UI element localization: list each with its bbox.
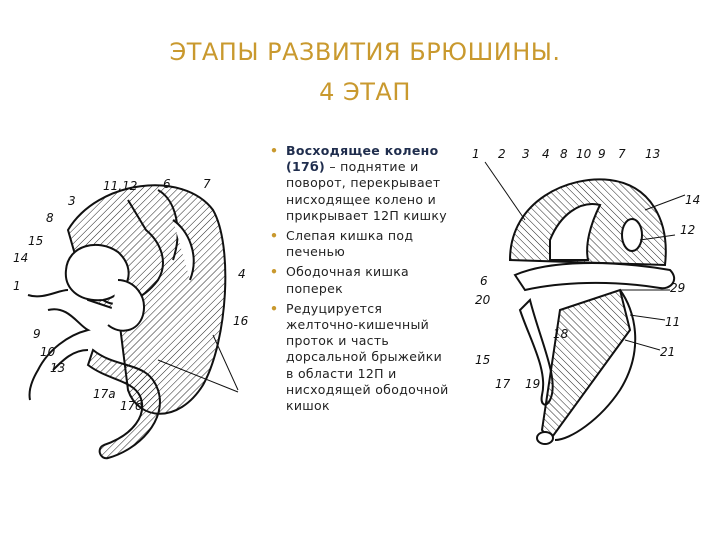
right-label: 13 xyxy=(645,147,661,161)
right-label: 21 xyxy=(660,345,676,359)
left-embryo-diagram xyxy=(8,160,263,480)
bullet-dot-icon: • xyxy=(270,143,279,158)
right-label: 17 xyxy=(495,377,511,391)
right-label: 6 xyxy=(480,274,488,288)
bullet-text: Слепая кишка под печенью xyxy=(286,228,414,260)
left-label: 3 xyxy=(68,194,76,208)
bullet-dot-icon: • xyxy=(270,228,279,244)
left-label: 9 xyxy=(33,327,41,341)
bullet-text: Ободочная кишка поперек xyxy=(286,264,410,296)
bullet-text: Редуцируется желточно-кишечный проток и часть дорсальной брыжейки в области 12П и нисходящей ободочной кишок xyxy=(286,300,449,414)
bullet-item xyxy=(270,143,452,224)
bullet-text: – поднятие и поворот, перекрывает нисходящее колено и прикрывает 12П кишку xyxy=(286,159,447,223)
right-label: 8 xyxy=(560,147,568,161)
bullet-bold-term: Восходящее колено (17б) xyxy=(286,143,439,175)
right-label: 4 xyxy=(542,147,550,161)
left-label: 14 xyxy=(13,251,29,265)
bullet-item xyxy=(270,264,452,296)
right-label: 10 xyxy=(576,147,592,161)
right-label: 11 xyxy=(665,315,681,329)
left-label: 8 xyxy=(46,211,54,225)
right-label: 2 xyxy=(498,147,506,161)
bullet-list xyxy=(270,143,452,418)
left-label: 17б xyxy=(120,399,143,413)
right-label: 12 xyxy=(680,223,696,237)
right-label: 14 xyxy=(685,193,701,207)
right-label: 1 xyxy=(472,147,480,161)
slide-title-line1: ЭТАПЫ РАЗВИТИЯ БРЮШИНЫ. xyxy=(169,38,561,66)
bullet-item xyxy=(270,228,452,260)
right-label: 3 xyxy=(522,147,530,161)
right-label: 9 xyxy=(598,147,606,161)
right-label: 20 xyxy=(475,293,491,307)
left-label: 11,12 xyxy=(103,179,138,193)
left-label: 16 xyxy=(233,314,249,328)
right-label: 29 xyxy=(670,281,686,295)
right-label: 18 xyxy=(553,327,569,341)
slide-title-line2: 4 ЭТАП xyxy=(319,78,411,106)
left-label: 7 xyxy=(203,177,211,191)
left-label: 10 xyxy=(40,345,56,359)
left-label: 6 xyxy=(163,177,171,191)
left-label: 15 xyxy=(28,234,44,248)
left-label: 1 xyxy=(13,279,21,293)
right-label: 19 xyxy=(525,377,541,391)
right-label: 7 xyxy=(618,147,626,161)
left-label: 17a xyxy=(93,387,116,401)
bullet-dot-icon: • xyxy=(270,300,279,316)
left-label: 13 xyxy=(50,361,66,375)
bullet-item xyxy=(270,301,452,414)
right-abdomen-diagram xyxy=(470,140,715,460)
left-label: 4 xyxy=(238,267,246,281)
right-label: 15 xyxy=(475,353,491,367)
bullet-dot-icon: • xyxy=(270,264,279,280)
